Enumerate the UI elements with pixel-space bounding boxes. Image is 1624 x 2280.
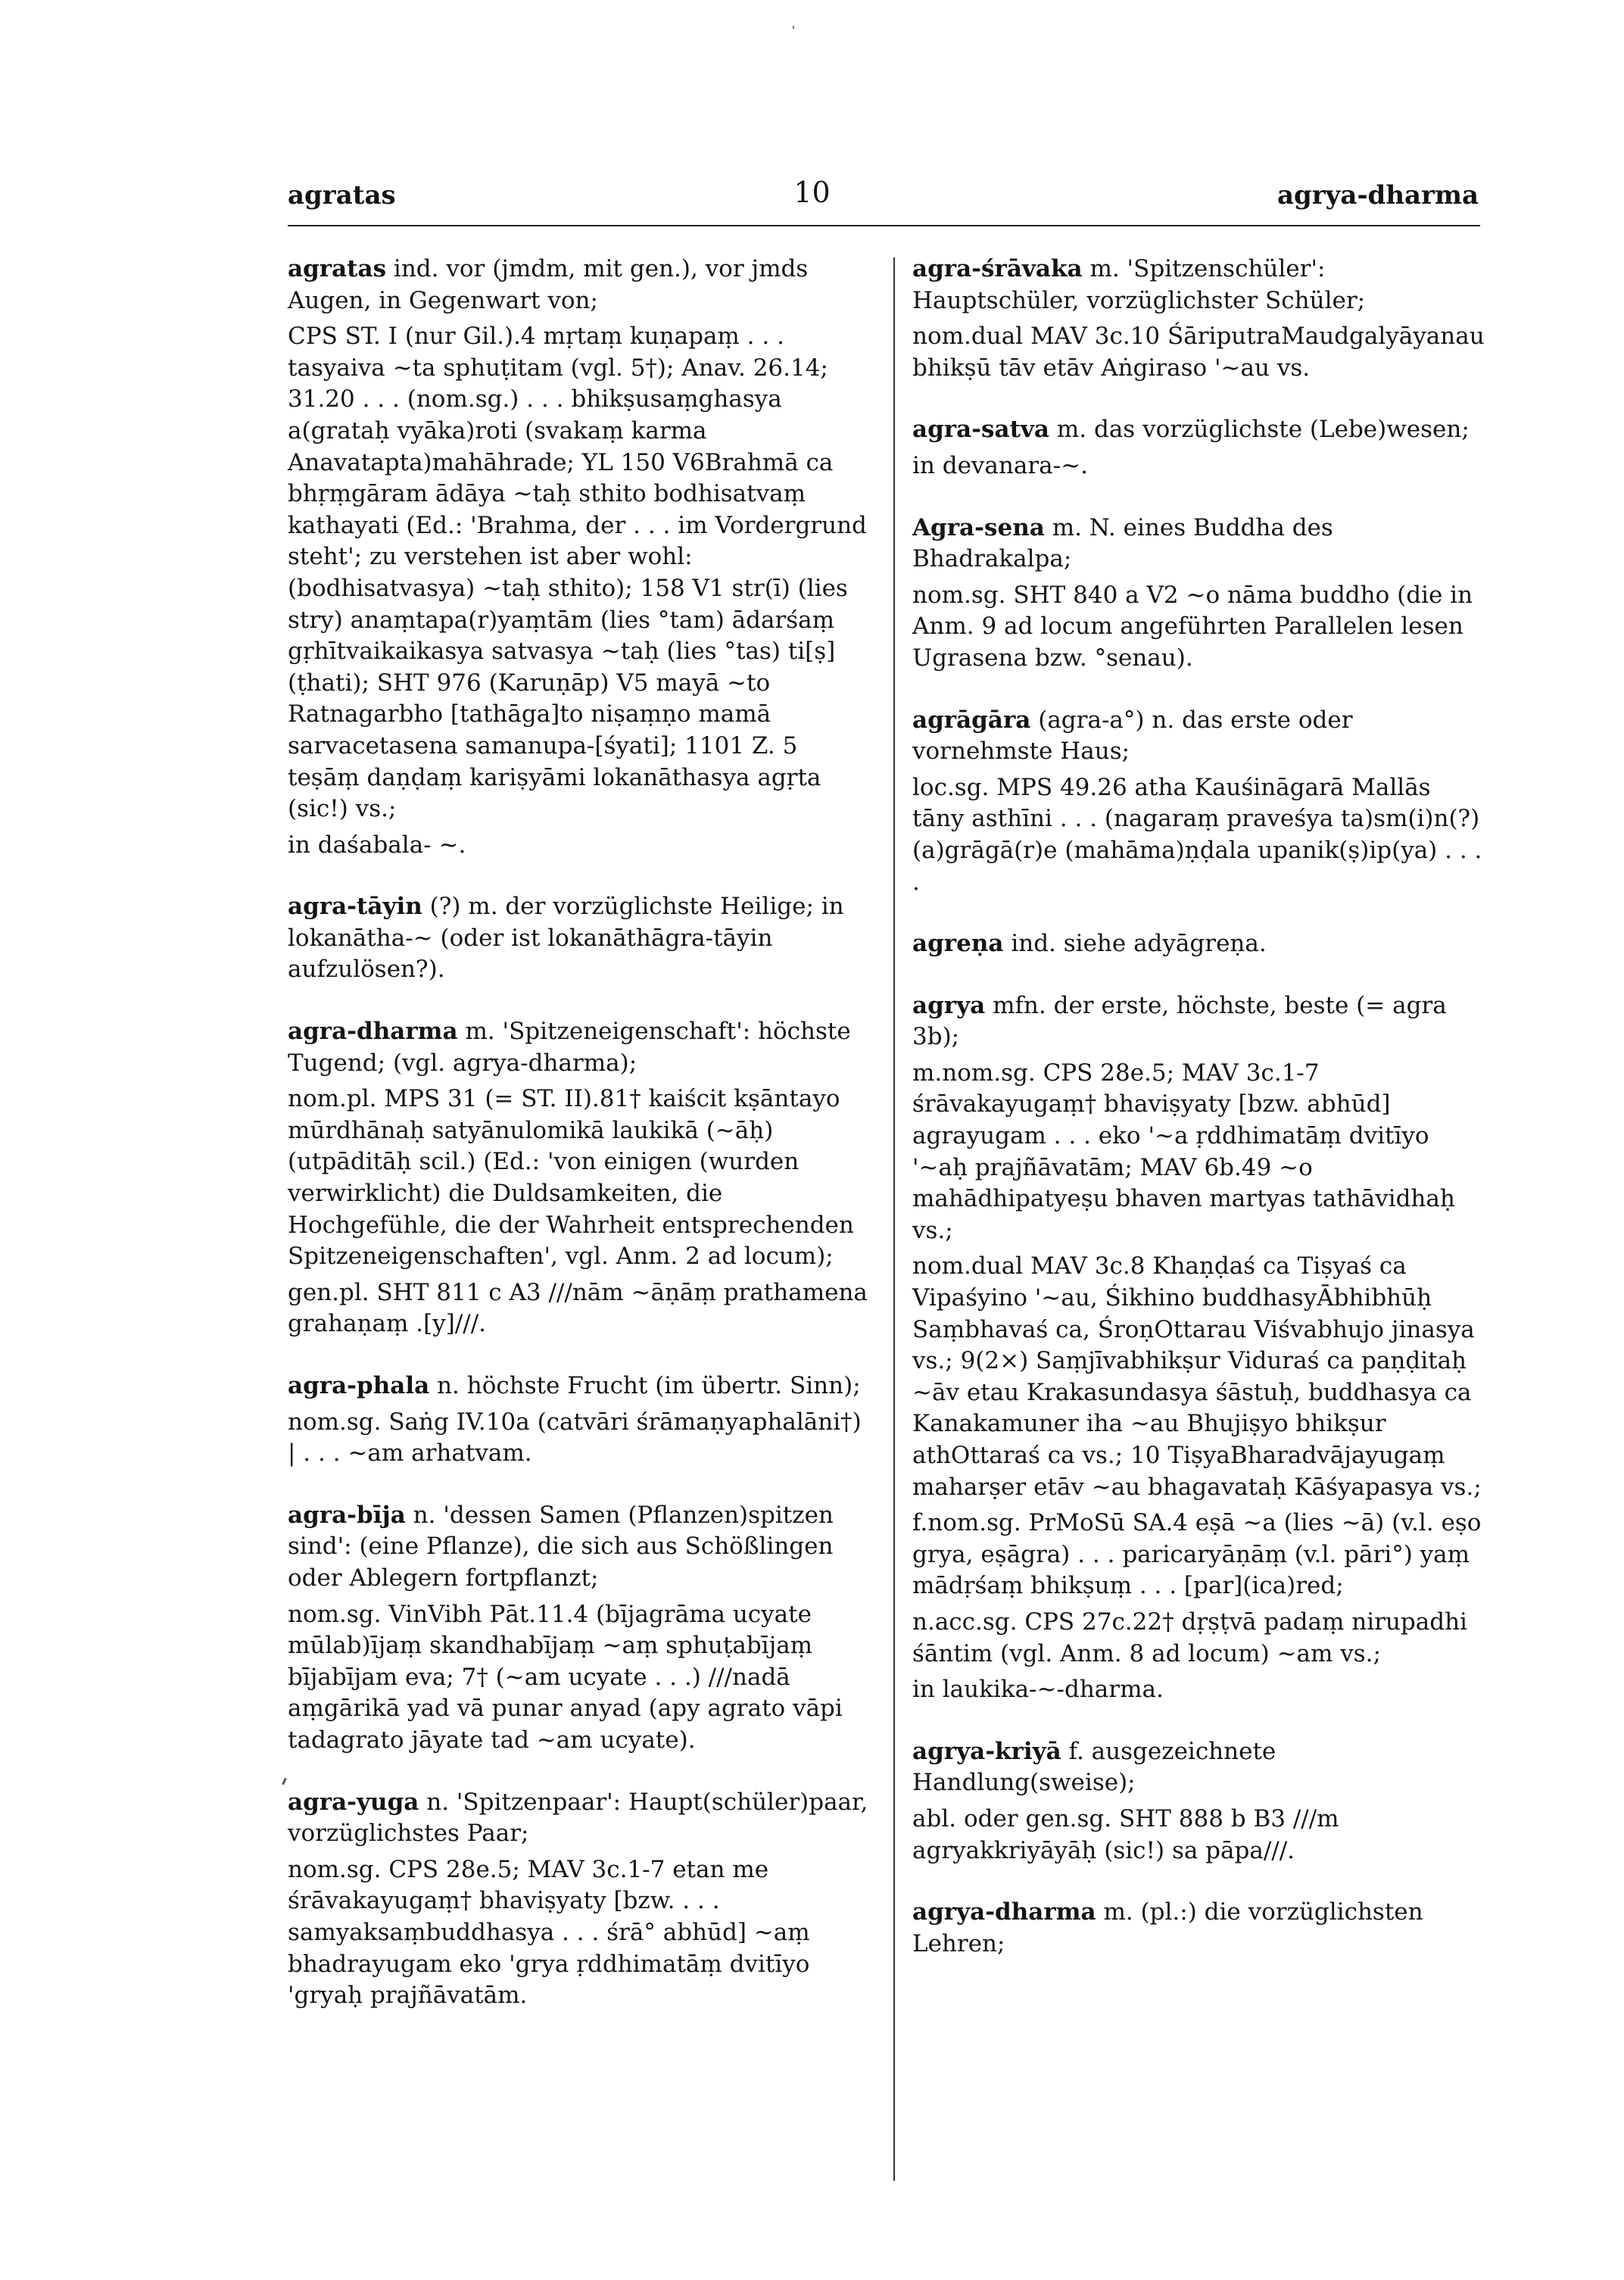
sense: nom.pl. MPS 31 (= ST. II).81† kaiścit kṣāntayo mūrdhānaḥ satyānulomikā laukikā (~āḥ) (utpāditāḥ scil.) (Ed.: 'von einigen (wurden verwirklicht) die Duldsamkeiten, die Hochgefühle, die der Wahrheit entsprechenden Spitzeneigenschaften', vgl. Anm. 2 ad locum);	[288, 1085, 854, 1271]
running-head-left: agratas	[288, 180, 396, 211]
headword: agra-satva	[912, 416, 1050, 444]
sense: in laukika-~-dharma.	[912, 1676, 1164, 1704]
sense: gen.pl. SHT 811 c A3 ///nām ~āṇāṃ prathamena grahaṇaṃ .[y]///.	[288, 1278, 868, 1338]
definition: (?) m. der vorzüglichste Heilige; in lokanātha-~ (oder ist lokanāthāgra-tāyin aufzulösen?).	[288, 893, 844, 984]
definition: ind. siehe adyāgreṇa.	[1011, 930, 1267, 958]
sense: nom.sg. SHT 840 a V2 ~o nāma buddho (die in Anm. 9 ad locum angeführten Parallelen lesen Ugrasena bzw. °senau).	[912, 581, 1473, 672]
entry-agratas	[288, 254, 874, 861]
headword: agrāgāra	[912, 706, 1031, 734]
sense: in daśabala- ~.	[288, 831, 466, 859]
headword: agra-dharma	[288, 1018, 458, 1046]
headword: agra-śrāvaka	[912, 255, 1083, 282]
headword: agra-bīja	[288, 1501, 406, 1529]
entry-agra-yuga	[288, 1787, 874, 2012]
entry-agra-tayin	[288, 891, 874, 986]
headword: agrya-dharma	[912, 1898, 1096, 1926]
headword: Agra-sena	[912, 513, 1045, 541]
sense: nom.sg. Saṅg IV.10a (catvāri śrāmaṇyaphalāni†) | . . . ~am arhatvam.	[288, 1408, 862, 1467]
headword: agrya-kriyā	[912, 1737, 1061, 1765]
running-head-right: agrya-dharma	[1276, 180, 1479, 211]
sense: nom.sg. CPS 28e.5; MAV 3c.1-7 etan me śrāvakayugaṃ† bhaviṣyaty [bzw. . . . samyaksaṃbuddhasya . . . śrā° abhūd] ~aṃ bhadrayugam eko 'grya ṛddhimatāṃ dvitīyo 'gryaḥ prajñāvatām.	[288, 1855, 810, 2010]
definition: m. (pl.:) die vorzüglichsten Lehren;	[912, 1898, 1423, 1957]
definition: n. höchste Frucht (im übertr. Sinn);	[437, 1372, 861, 1399]
headword: agra-phala	[288, 1372, 430, 1399]
definition: m. 'Spitzeneigenschaft': höchste Tugend; (vgl. agrya-dharma);	[288, 1018, 851, 1077]
entry-agragara	[912, 705, 1488, 899]
sense: CPS ST. I (nur Gil.).4 mṛtaṃ kuṇapaṃ . . . tasyaiva ~ta sphuṭitam (vgl. 5†); Anav. 26.14; 31.20 . . . (nom.sg.) . . . bhikṣusaṃghasya a(grataḥ vyāka)roti (svakaṃ karma Anavatapta)mahāhrade; YL 150 V6Brahmā ca bhṛṃgāram ādāya ~taḥ sthito bodhisatvaṃ kathayati (Ed.: 'Brahma, der . . . im Vordergrund steht'; zu verstehen ist aber wohl: (bodhisatvasya) ~taḥ sthito); 158 V1 str(ī) (lies stry) anaṃtapa(r)yaṃtām (lies °tam) ādarśaṃ gṛhītvaikaikasya satvasya ~taḥ (lies °tas) ti[ṣ](ṭhati); SHT 976 (Karuṇāp) V5 mayā ~to Ratnagarbho [tathāga]to niṣaṃṇo mamā sarvacetasena samanupa-[śyati]; 1101 Z. 5 teṣāṃ daṇḍaṃ kariṣyāmi lokanāthasya agṛta (sic!) vs.;	[288, 323, 867, 823]
sense: nom.dual MAV 3c.8 Khaṇḍaś ca Tiṣyaś ca Vipaśyino '~au, Śikhino buddhasyĀbhibhūḥ Saṃbhavaś ca, ŚroṇOttarau Viśvabhujo jinasya vs.; 9(2×) Saṃjīvabhikṣur Viduraś ca paṇḍitaḥ ~āv etau Krakasundasya śāstuḥ, buddhasya ca Kanakamuner iha ~au Bhujiṣyo bhikṣur athOttaraś ca vs.; 10 TiṣyaBharadvājayugaṃ maharṣer etāv ~au bhagavataḥ Kāśyapasya vs.;	[912, 1252, 1482, 1501]
definition: m. das vorzüglichste (Lebe)wesen;	[1056, 416, 1470, 444]
sense: in devanara-~.	[912, 451, 1088, 479]
right-column	[912, 254, 1488, 1990]
definition: mfn. der erste, höchste, beste (= agra 3b);	[912, 991, 1447, 1051]
headword: agra-tāyin	[288, 893, 422, 921]
entry-agra-sena	[912, 513, 1488, 675]
entry-agrya-kriya	[912, 1736, 1488, 1867]
page-number: 10	[793, 176, 831, 209]
header-rule	[288, 225, 1480, 226]
definition: (agra-a°) n. das erste oder vornehmste Haus;	[912, 706, 1353, 766]
headword: agra-yuga	[288, 1788, 419, 1816]
definition: n. 'Spitzenpaar': Haupt(schüler)paar, vorzüglichstes Paar;	[288, 1788, 868, 1848]
sense: f.nom.sg. PrMoSū SA.4 eṣā ~a (lies ~ā) (v.l. eṣo grya, eṣāgra) . . . paricaryāṇāṃ (v.l. pāri°) yaṃ mādṛśaṃ bhikṣuṃ . . . [par](ica)red;	[912, 1509, 1482, 1600]
headword: agratas	[288, 255, 387, 282]
entry-agra-satva	[912, 414, 1488, 482]
entry-agrya-dharma	[912, 1897, 1488, 1960]
scan-mark	[793, 26, 794, 29]
entry-agrya	[912, 990, 1488, 1706]
sense: loc.sg. MPS 49.26 atha Kauśināgarā Mallās tāny asthīni . . . (nagaraṃ praveśya ta)sm(i)n(?) (a)grāgā(r)e (mahāma)ṇḍala upanik(ṣ)ip(ya) . . . .	[912, 773, 1482, 896]
entry-agra-dharma	[288, 1016, 874, 1340]
left-column	[288, 254, 874, 2042]
sense: m.nom.sg. CPS 28e.5; MAV 3c.1-7 śrāvakayugaṃ† bhaviṣyaty [bzw. abhūd] agrayugam . . . eko '~a ṛddhimatāṃ dvitīyo '~aḥ prajñāvatām; MAV 6b.49 ~o mahādhipatyeṣu bhaven martyas tathāvidhaḥ vs.;	[912, 1059, 1455, 1244]
column-divider	[893, 257, 895, 2181]
sense: nom.dual MAV 3c.10 ŚāriputraMaudgalyāyanau bhikṣū tāv etāv Aṅgiraso '~au vs.	[912, 323, 1485, 382]
sense: nom.sg. VinVibh Pāt.11.4 (bījagrāma ucyate mūlab)ījaṃ skandhabījaṃ ~aṃ sphuṭabījaṃ bījabījam eva; 7† (~am ucyate . . .) ///nadā aṃgārikā yad vā punar anyad (apy agrato vāpi tadagrato jāyate tad ~am ucyate).	[288, 1600, 843, 1754]
entry-agra-sravaka	[912, 254, 1488, 384]
sense: n.acc.sg. CPS 27c.22† dṛṣṭvā padaṃ nirupadhi śāntim (vgl. Anm. 8 ad locum) ~am vs.;	[912, 1608, 1467, 1667]
scan-mark	[282, 1778, 287, 1785]
sense: abl. oder gen.sg. SHT 888 b B3 ///m agryakkriyāyāḥ (sic!) sa pāpa///.	[912, 1804, 1339, 1864]
headword: agrya	[912, 991, 986, 1019]
definition: f. ausgezeichnete Handlung(sweise);	[912, 1737, 1276, 1797]
headword: agreṇa	[912, 930, 1004, 958]
entry-agrena	[912, 928, 1488, 960]
definition: n. 'dessen Samen (Pflanzen)spitzen sind': (eine Pflanze), die sich aus Schößlingen oder Ablegern fortpflanzt;	[288, 1501, 834, 1592]
definition: ind. vor (jmdm, mit gen.), vor jmds Augen, in Gegenwart von;	[288, 255, 809, 314]
entry-agra-bija	[288, 1500, 874, 1757]
definition: m. N. eines Buddha des Bhadrakalpa;	[912, 513, 1333, 573]
definition: m. 'Spitzenschüler': Hauptschüler, vorzüglichster Schüler;	[912, 255, 1366, 314]
entry-agra-phala	[288, 1371, 874, 1470]
